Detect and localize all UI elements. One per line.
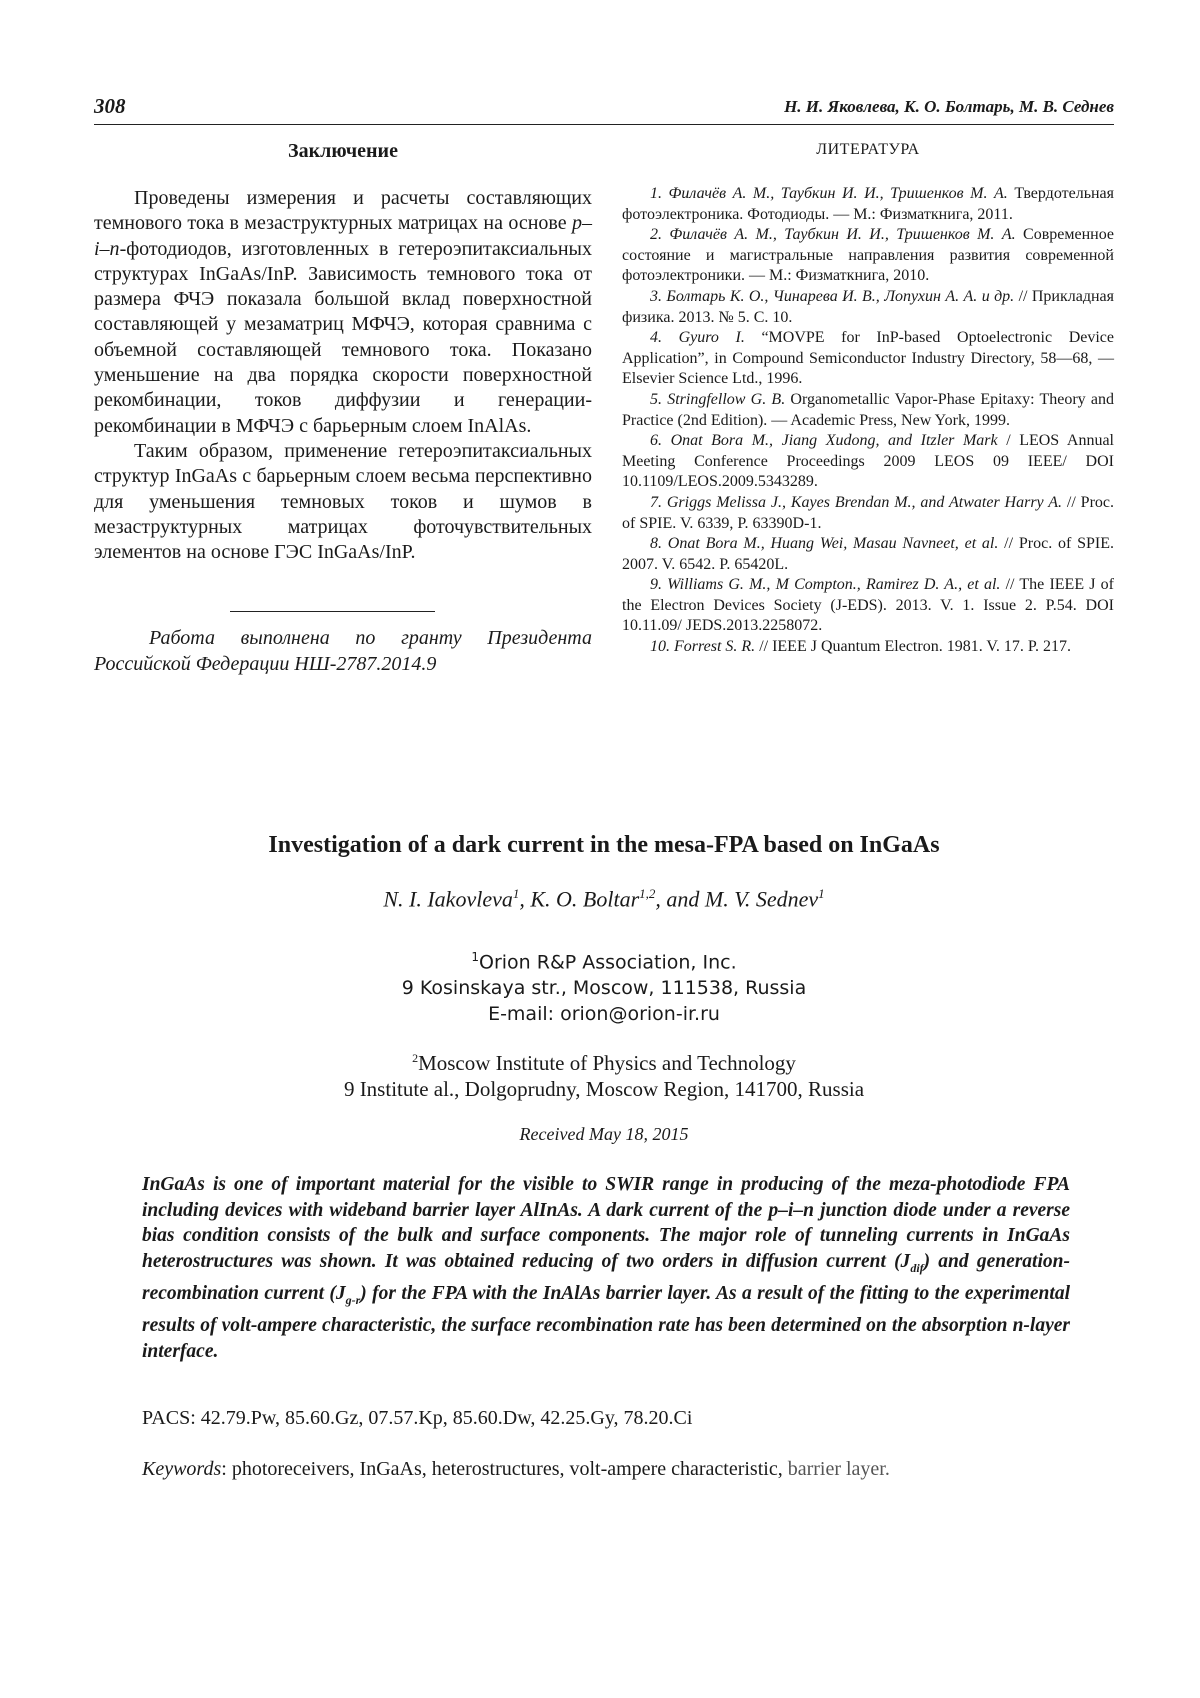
reference-item: 1. Филачёв А. М., Таубкин И. И., Тришенков М. А. Твердотельная фотоэлектроника. Фотодиоды. — М.: Физматкнига, 2011.	[622, 185, 1115, 223]
reference-item: 6. Onat Bora M., Jiang Xudong, and Itzler Mark / LEOS Annual Meeting Conference Proceedings 2009 LEOS 09 IEEE/ DOI 10.1109/LEOS.2009.5343289.	[622, 432, 1114, 491]
references-title: ЛИТЕРАТУРА	[816, 141, 920, 158]
running-header	[94, 94, 1114, 124]
reference-item: 9. Williams G. M., M Compton., Ramirez D. A., et al. // The IEEE J of the Electron Devices Society (J-EDS). 2013. V. 1. Issue 2. P.54. DOI 10.11.09/ JEDS.2013.2258072.	[622, 576, 1115, 635]
keywords: Keywords: photoreceivers, InGaAs, heterostructures, volt-ampere characteristic, barrier layer.	[142, 1458, 890, 1480]
reference-item: 4. Gyuro I. “MOVPE for InP-based Optoelectronic Device Application”, in Compound Semiconductor Industry Directory, 58—68, — Elsevier Science Ltd., 1996.	[622, 329, 1115, 388]
reference-item: 2. Филачёв А. М., Таубкин И. И., Тришенков М. А. Современное состояние и магистральные направления развития современной фотоэлектроники. — М.: Физматкнига, 2010.	[622, 226, 1114, 285]
pacs-codes: PACS: 42.79.Pw, 85.60.Gz, 07.57.Kp, 85.60.Dw, 42.25.Gy, 78.20.Ci	[142, 1407, 693, 1429]
english-authors: N. I. Iakovleva$^1$, K. O. Boltar$^{1,2}$, and M. V. Sednev$^1$	[383, 886, 825, 912]
affiliation-1: $^1$Orion R&P Association, Inc. 9 Kosinskaya str., Moscow, 111538, Russia E-mail: orion@orion-ir.ru	[94, 944, 1114, 1027]
funding-note: Работа выполнена по гранту Президента Российской Федерации НШ-2787.2014.9	[94, 627, 592, 676]
conclusion-paragraph-1	[94, 186, 592, 439]
author-2: K. O. Boltar	[530, 886, 640, 912]
pin-term: p–i–n	[94, 212, 592, 260]
affiliation-2-name: Moscow Institute of Physics and Technology	[418, 1051, 796, 1075]
conclusion-p1-text-a: Проведены измерения и расчеты составляющих темнового тока в мезаструктурных матрицах на основе	[94, 187, 592, 235]
reference-item: 7. Griggs Melissa J., Kayes Brendan M., and Atwater Harry A. // Proc. of SPIE. V. 6339, P. 63390D-1.	[622, 493, 1115, 532]
affiliation-1-name: Orion R&P Association, Inc.	[478, 951, 737, 974]
received-date: Received May 18, 2015	[519, 1124, 689, 1144]
affiliation-1-address: 9 Kosinskaya str., Moscow, 111538, Russia	[401, 977, 807, 1000]
affiliation-1-email: E-mail: orion@orion-ir.ru	[488, 1003, 720, 1026]
page-number: 308	[94, 94, 126, 118]
reference-item: 8. Onat Bora M., Huang Wei, Masau Navneet, et al. // Proc. of SPIE. 2007. V. 6542. P. 65420L.	[622, 535, 1114, 573]
funding-divider	[230, 611, 435, 612]
header-divider	[94, 124, 1114, 125]
english-article-title: Investigation of a dark current in the mesa-FPA based on InGaAs	[268, 832, 940, 858]
references-column	[622, 138, 1114, 658]
running-header-authors: Н. И. Яковлева, К. О. Болтарь, М. В. Седнев	[784, 97, 1114, 116]
reference-item: 10. Forrest S. R. // IEEE J Quantum Electron. 1981. V. 17. P. 217.	[650, 638, 1072, 656]
conclusion-column	[94, 138, 592, 678]
english-abstract: InGaAs is one of important material for the visible to SWIR range in producing of the meza-photodiode FPA including devices with wideband barrier layer AlInAs. A dark current of the p–i–n junction diode under a reverse bias condition consists of the bulk and surface components. The major role of tunneling currents in InGaAs heterostructures was shown. It was obtained reducing of two orders in diffusion current $(J_{dif})$ and generation-recombination current $(J_{g-r})$ for the FPA with the InAlAs barrier layer. As a result of the fitting to the experimental results of volt-ampere characteristic, the surface recombination rate has been determined on the absorption n-layer interface.	[142, 1174, 1070, 1362]
conclusion-paragraph-2: Таким образом, применение гетероэпитаксиальных структур InGaAs с барьерным слоем весьма перспективно для уменьшения темновых токов и шумов в мезаструктурных матрицах фоточувствительных элементов на основе ГЭС InGaAs/InP.	[94, 439, 592, 564]
affiliation-2: $^2$Moscow Institute of Physics and Technology 9 Institute al., Dolgoprudny, Moscow Region, 141700, Russia	[94, 1046, 1114, 1102]
conclusion-p1-text-b: -фотодиодов, изготовленных в гетероэпитаксиальных структурах InGaAs/InP. Зависимость темнового тока от размера ФЧЭ показала большой вклад поверхностной составляющей у мезаматриц МФЧЭ, которая сравнима с объемной составляющей темнового тока. Показано уменьшение на два порядка скорости поверхностной рекомбинации, токов диффузии и генерации-рекомбинации в МФЧЭ с барьерным слоем InAlAs.	[94, 237, 592, 437]
keywords-label: Keywords	[142, 1458, 222, 1480]
reference-item: 5. Stringfellow G. B. Organometallic Vapor-Phase Epitaxy: Theory and Practice (2nd Edition). — Academic Press, New York, 1999.	[622, 390, 1114, 429]
author-3: M. V. Sednev	[704, 886, 819, 912]
affiliation-2-address: 9 Institute al., Dolgoprudny, Moscow Region, 141700, Russia	[343, 1076, 865, 1101]
reference-item: 3. Болтарь К. О., Чинарева И. В., Лопухин А. А. и др. // Прикладная физика. 2013. № 5. С. 10.	[622, 287, 1115, 326]
conclusion-title: Заключение	[288, 140, 398, 162]
author-1: N. I. Iakovleva	[383, 886, 513, 912]
